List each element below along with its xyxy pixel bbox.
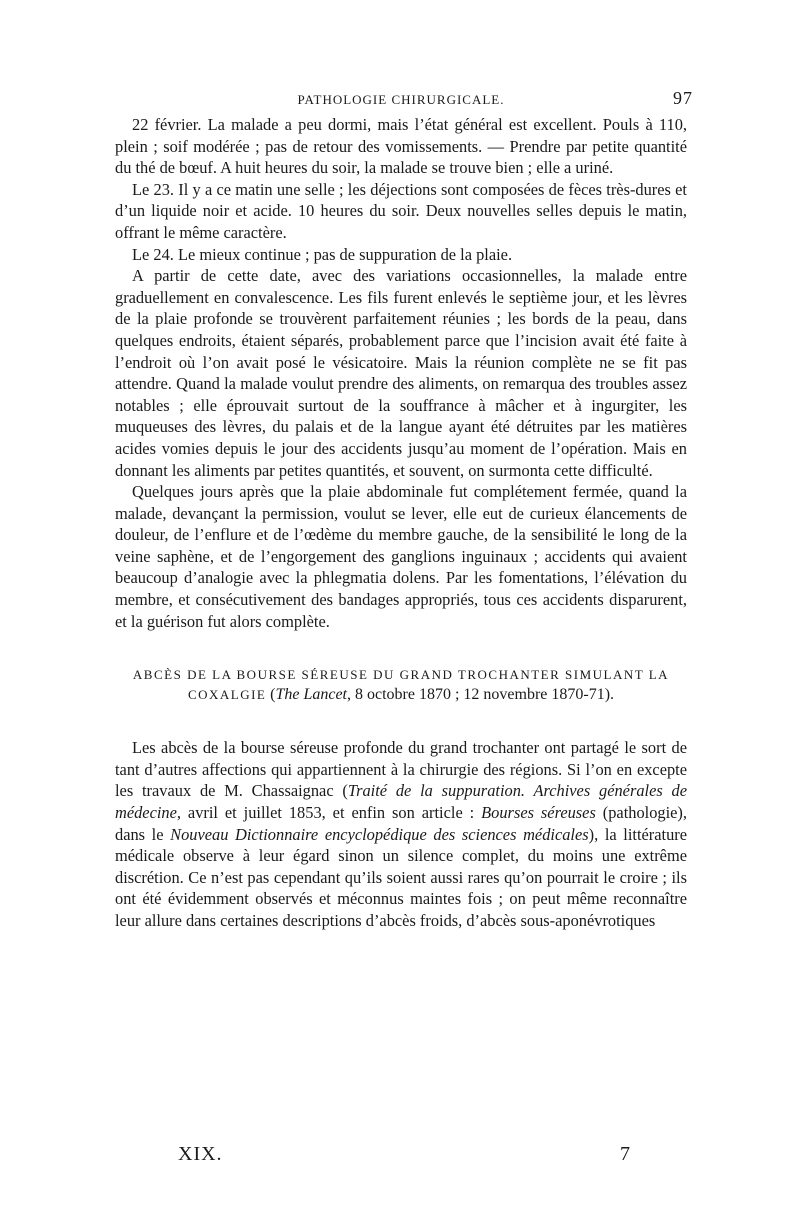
paragraph-le-23: Le 23. Il y a ce matin une selle ; les déjections sont composées de fèces très-dures et d’un liquide noir et acide. 10 heures du soir. Deux nouvelles selles depuis le matin, offrant le même caractère. <box>115 179 687 242</box>
reference-journal: The Lancet <box>275 686 347 704</box>
section-text-1: Les abcès de la bourse séreuse profonde du grand trochanter ont partagé le sort de tant d’autres affections qui appartiennent à la chirurgie des régions. Si l’on en excepte les travaux de M. Chassaignac ( <box>115 738 687 801</box>
reference-dates: , 8 octobre 1870 ; 12 novembre 1870-71). <box>347 686 615 704</box>
section-heading-title: ABCÈS DE LA BOURSE SÉREUSE DU GRAND TROCHANTER SIMULANT LA COXALGIE <box>132 667 670 703</box>
section-text-2: , avril et juillet 1853, et enfin son article : <box>176 803 482 823</box>
reference-open-paren: ( <box>270 686 276 704</box>
book-page <box>115 88 693 932</box>
paragraph-22-fevrier: 22 février. La malade a peu dormi, mais l’état général est excellent. Pouls à 110, plein ; soif modérée ; pas de retour des vomissements. — Prendre par petite quantité du thé de bœuf. A huit heures du soir, la malade se trouve bien ; elle a uriné. <box>115 115 687 178</box>
running-title: PATHOLOGIE CHIRURGICALE. <box>297 92 505 107</box>
page-footer <box>178 1143 638 1169</box>
section-italic-dictionnaire: Nouveau Dictionnaire encyclopédique des sciences médicales <box>170 824 589 844</box>
section-heading-reference <box>270 686 614 703</box>
signature-number: 7 <box>620 1143 630 1165</box>
signature-mark: XIX. <box>178 1143 223 1165</box>
paragraph-phlegmatia: Quelques jours après que la plaie abdominale fut complétement fermée, quand la malade, devançant la permission, voulut se lever, elle eut de curieux élancements de douleur, de l’enflure et de l’œdème du membre gauche, de la sensibilité le long de la veine saphène, et de l’engorgement des ganglions inguinaux ; accidents qui avaient beaucoup d’analogie avec la phlegmatia dolens. Par les fomentations, l’élévation du membre, et consécutivement des bandages appropriés, tous ces accidents disparurent, et la guérison fut alors complète. <box>115 482 687 631</box>
page-number: 97 <box>673 88 693 108</box>
section-italic-bourses: Bourses séreuses <box>481 803 596 823</box>
page-header <box>115 88 693 114</box>
section-heading <box>115 665 687 705</box>
section-text-3: (pathologie), dans le <box>115 803 687 844</box>
paragraph-convalescence: A partir de cette date, avec des variations occasionnelles, la malade entre graduellement en convalescence. Les fils furent enlevés le septième jour, et les lèvres de la plaie profonde se trouvèrent parfaitement réunies ; les bords de la peau, dans quelques endroits, étaient séparés, probablement parce que l’incision avait été faite à l’endroit où l’on avait posé le vésicatoire. Mais la réunion complète ne se fit pas attendre. Quand la malade voulut prendre des aliments, on remarqua des troubles assez notables ; elle éprouvait surtout de la souffrance à mâcher et à ingurgiter, les muqueuses des lèvres, du palais et de la langue ayant été détruites par les matières acides vomies depuis le jour des accidents jusqu’au moment de l’opération. Mais en donnant les aliments par petites quantités, et souvent, on surmonta cette difficulté. <box>115 266 687 480</box>
section-italic-traite: Traité de la suppuration. Archives générales de médecine <box>115 781 688 823</box>
paragraph-bourse-sereuse <box>115 737 687 931</box>
paragraph-le-24: Le 24. Le mieux continue ; pas de suppuration de la plaie. <box>132 244 513 264</box>
section-text-4: ), la littérature médicale observe à leur égard sinon un silence complet, du moins une extrême discrétion. Ce n’est pas cependant qu’ils soient aussi rares qu’on pourrait le croire ; ils ont été évidemment observés et méconnus maintes fois ; on peut même reconnaître leur allure dans certaines descriptions d’abcès froids, d’abcès sous-aponévrotiques <box>115 824 687 930</box>
